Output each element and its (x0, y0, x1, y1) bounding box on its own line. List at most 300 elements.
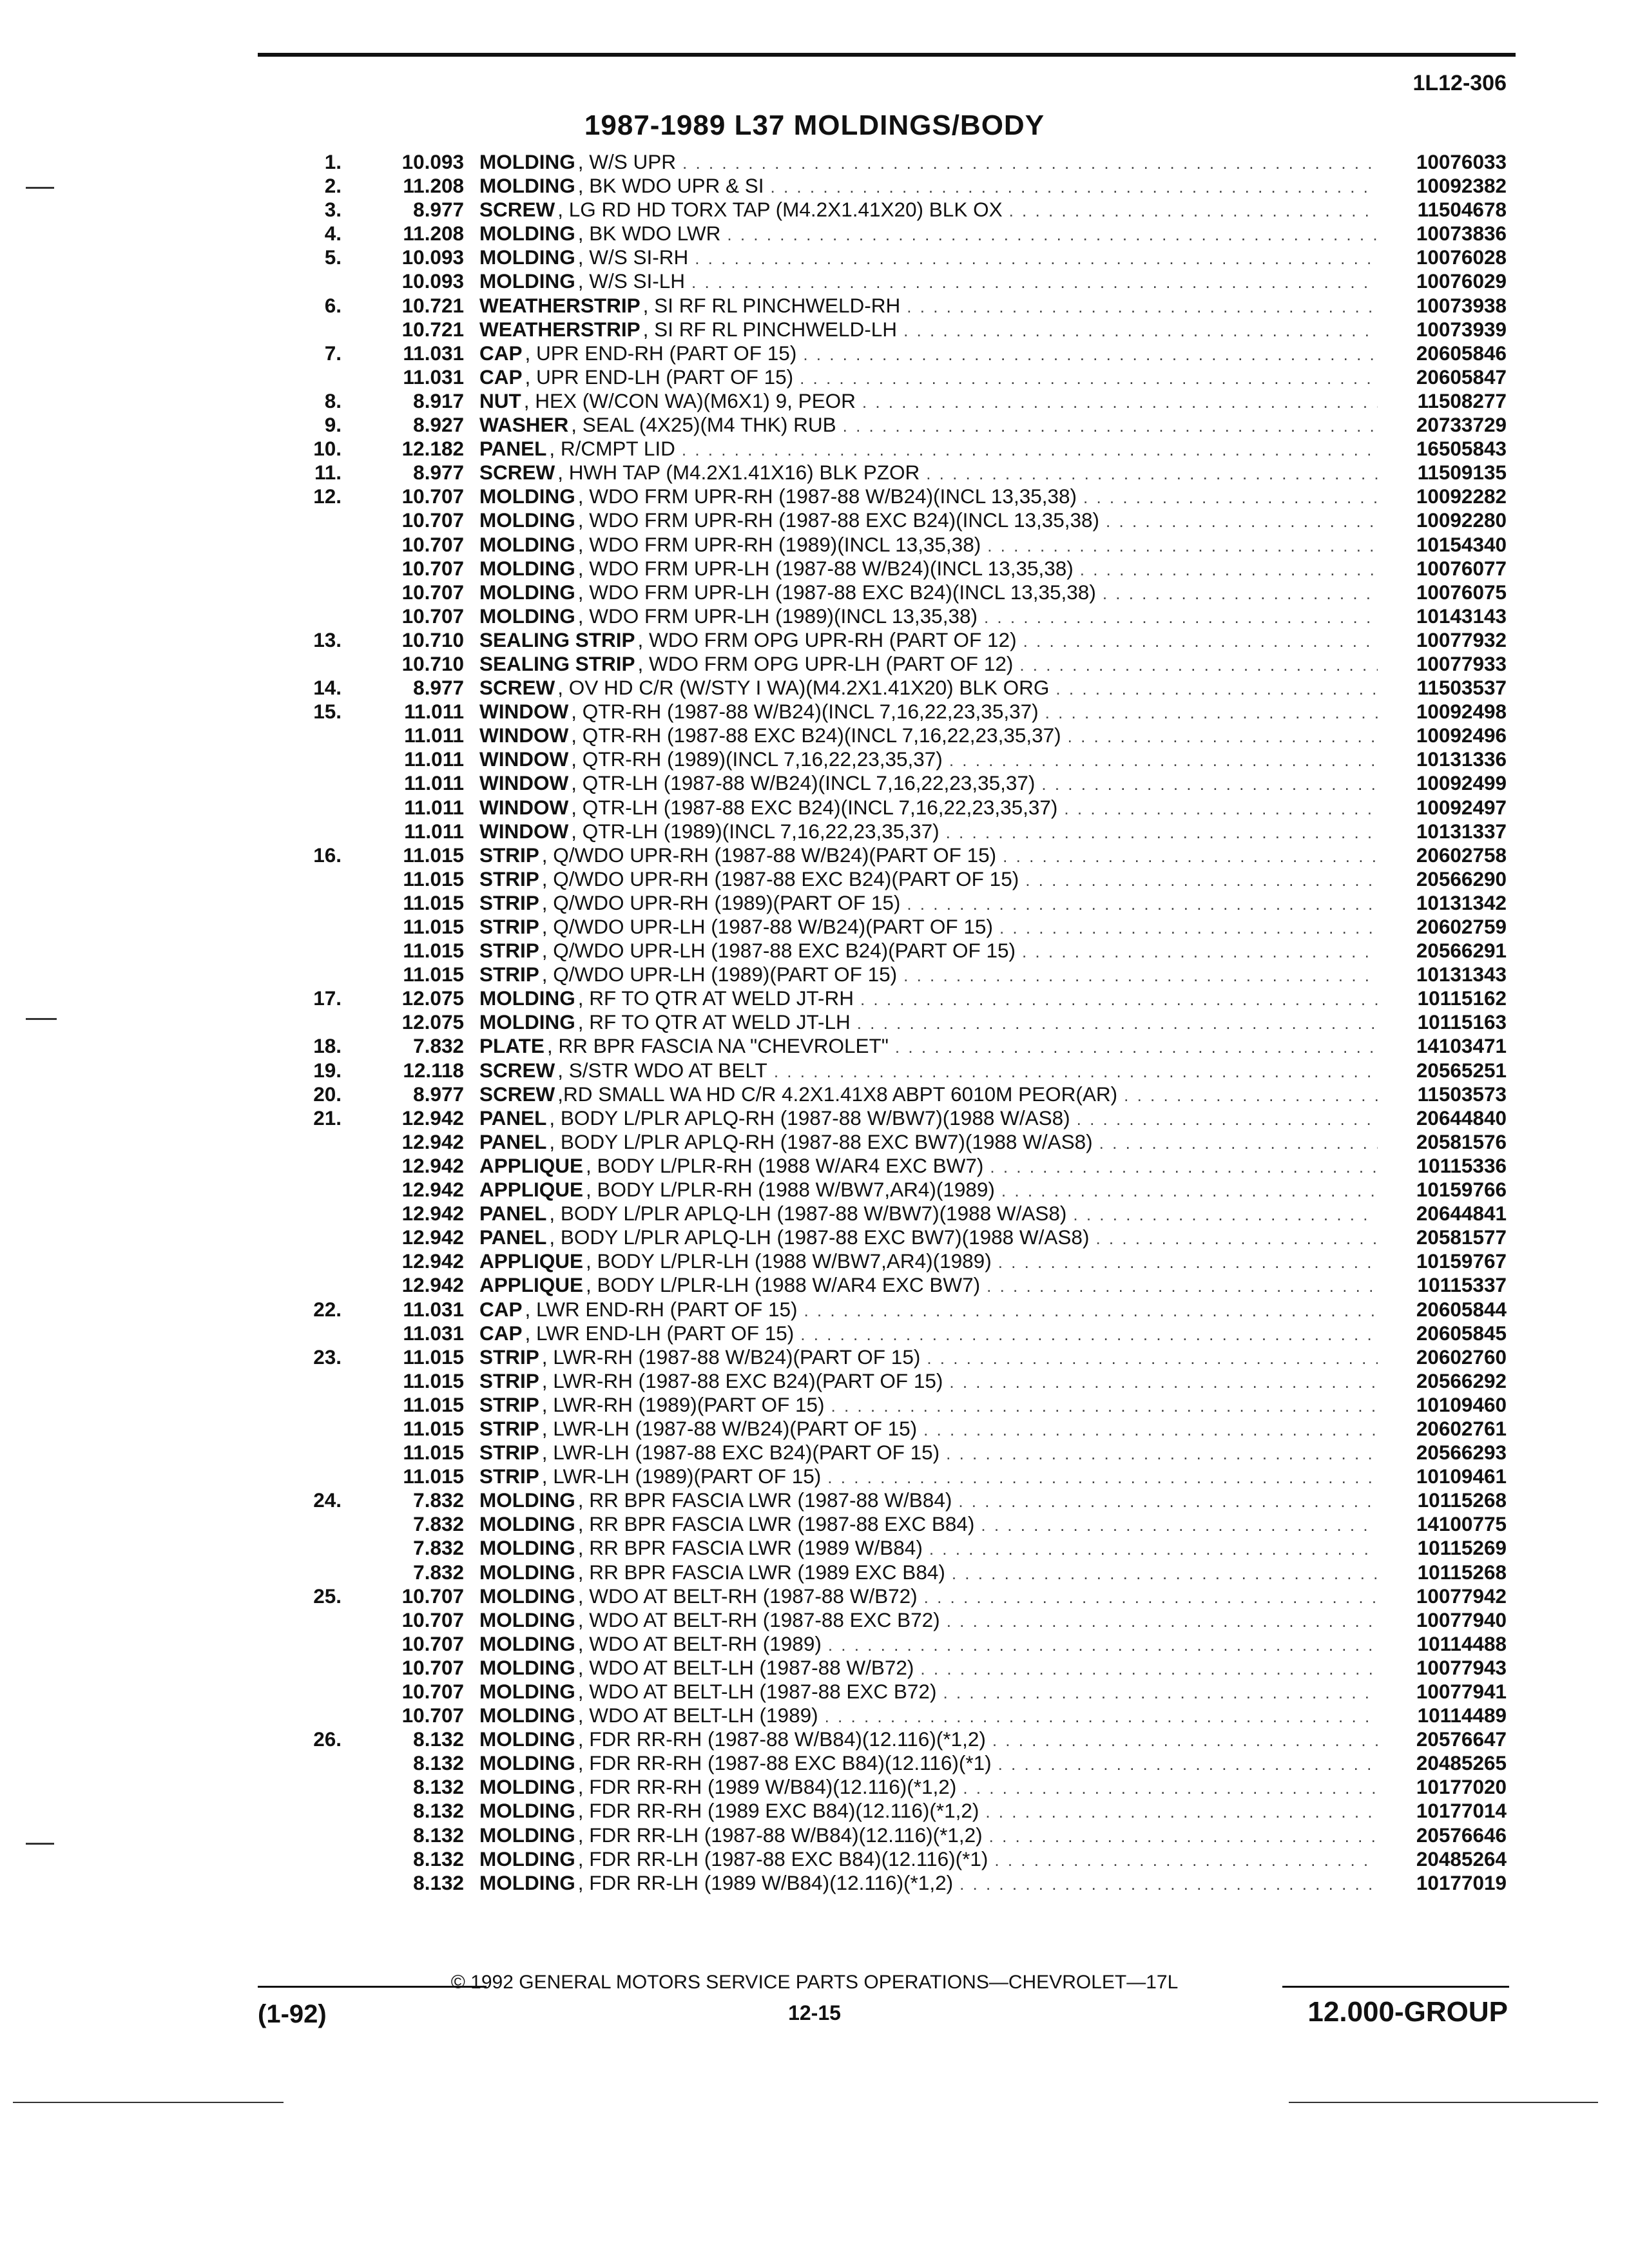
footer-copyright: © 1992 GENERAL MOTORS SERVICE PARTS OPERATIONS—CHEVROLET—17L (450, 1972, 1179, 1993)
group-number: 10.707 (401, 1608, 464, 1631)
part-name: MOLDING (479, 150, 575, 173)
item-number: 9. (324, 413, 342, 437)
group-number: 8.977 (413, 676, 464, 700)
item-number: 23. (313, 1345, 342, 1369)
part-name: PLATE (479, 1034, 545, 1058)
part-number: 10131342 (1416, 890, 1507, 914)
group-number: 12.942 (401, 1178, 464, 1202)
part-description: , BODY L/PLR APLQ-LH (1987-88 W/BW7)(1988 W/AS8) (549, 1202, 1067, 1225)
group-number: 11.011 (404, 747, 464, 771)
part-description: , HEX (W/CON WA)(M6X1) 9, PEOR (523, 389, 856, 412)
dot-leader (995, 1179, 1378, 1203)
part-name: MOLDING (479, 485, 575, 508)
item-number: 1. (324, 150, 342, 173)
part-description: , WDO FRM UPR-RH (1987-88 EXC B24)(INCL 13,35,38) (577, 508, 1100, 532)
group-number: 11.015 (403, 843, 464, 867)
part-description: , BODY L/PLR APLQ-LH (1987-88 EXC BW7)(1988 W/AS8) (549, 1225, 1090, 1249)
part-number: 20644841 (1416, 1202, 1507, 1225)
table-row (277, 437, 1507, 461)
footer-group: 12.000-GROUP (1307, 1996, 1508, 2028)
part-number: 14103471 (1416, 1034, 1507, 1058)
part-number: 10115337 (1417, 1273, 1507, 1297)
part-name: STRIP (479, 1369, 539, 1392)
part-name: STRIP (479, 1416, 539, 1440)
part-number: 20602758 (1416, 843, 1507, 867)
group-number: 11.031 (403, 1297, 464, 1321)
item-number: 13. (313, 628, 342, 651)
part-number: 10073938 (1416, 293, 1507, 317)
dot-leader (986, 1729, 1378, 1753)
table-row (277, 485, 1507, 508)
dot-leader (996, 845, 1378, 869)
group-number: 12.118 (403, 1058, 464, 1082)
footer-page-number: 12-15 (788, 2001, 841, 2024)
group-number: 11.015 (403, 1465, 464, 1488)
table-row (277, 1775, 1507, 1799)
dot-leader (980, 1274, 1378, 1298)
part-name: CAP (479, 341, 523, 365)
part-name: MOLDING (479, 1655, 575, 1679)
part-name: WINDOW (479, 819, 569, 843)
part-name: STRIP (479, 1345, 539, 1369)
part-name: MOLDING (479, 508, 575, 532)
part-name: STRIP (479, 843, 539, 867)
table-row (277, 1178, 1507, 1202)
part-name: WEATHERSTRIP (479, 317, 641, 341)
table-row (277, 1034, 1507, 1058)
part-description: , LWR-LH (1989)(PART OF 15) (541, 1465, 822, 1488)
dot-leader (992, 1753, 1378, 1776)
group-number: 8.977 (413, 1082, 464, 1106)
dot-leader (1074, 558, 1378, 582)
item-number: 15. (313, 700, 342, 724)
part-description: , UPR END-RH (PART OF 15) (525, 341, 797, 365)
part-name: MOLDING (479, 1799, 575, 1823)
group-number: 8.917 (413, 389, 464, 412)
margin-mark (26, 1018, 57, 1020)
part-name: SCREW (479, 198, 555, 222)
table-row (277, 843, 1507, 867)
dot-leader (900, 892, 1378, 916)
table-row (277, 700, 1507, 724)
group-number: 11.015 (403, 1345, 464, 1369)
part-number: 10092499 (1416, 771, 1507, 795)
table-row (277, 1225, 1507, 1249)
part-description: , S/STR WDO AT BELT (557, 1058, 767, 1082)
dot-leader (943, 1370, 1378, 1394)
part-number: 10092282 (1416, 485, 1507, 508)
part-name: SCREW (479, 1082, 555, 1106)
part-number: 10159767 (1416, 1249, 1507, 1273)
part-number: 10115336 (1417, 1153, 1507, 1177)
group-number: 8.132 (413, 1727, 464, 1751)
dot-leader (675, 438, 1378, 462)
table-row (277, 1249, 1507, 1273)
group-number: 12.075 (401, 986, 464, 1010)
table-row (277, 1393, 1507, 1417)
item-number: 21. (313, 1106, 342, 1129)
part-number: 20565251 (1416, 1058, 1507, 1082)
part-description: , WDO FRM UPR-RH (1987-88 W/B24)(INCL 13,35,38) (577, 485, 1077, 508)
part-name: CAP (479, 365, 523, 389)
part-description: , QTR-LH (1987-88 W/B24)(INCL 7,16,22,23,35,37) (571, 771, 1036, 795)
part-number: 10092496 (1416, 724, 1507, 747)
part-number: 10114489 (1417, 1704, 1507, 1727)
part-description: , LG RD HD TORX TAP (M4.2X1.41X20) BLK OX (557, 198, 1003, 222)
part-description: , FDR RR-LH (1987-88 W/B84)(12.116)(*1,2) (577, 1823, 983, 1847)
dot-leader (822, 1633, 1378, 1657)
table-row (277, 198, 1507, 222)
part-number: 10092280 (1416, 508, 1507, 532)
part-name: MOLDING (479, 1823, 575, 1847)
table-row (277, 1465, 1507, 1488)
part-number: 20576647 (1416, 1727, 1507, 1751)
group-number: 11.208 (403, 222, 464, 245)
part-description: , Q/WDO UPR-RH (1989)(PART OF 15) (541, 890, 901, 914)
group-number: 8.132 (413, 1823, 464, 1847)
table-row (277, 508, 1507, 532)
part-name: CAP (479, 1297, 523, 1321)
footer-date: (1-92) (258, 2000, 327, 2028)
group-number: 11.015 (403, 1369, 464, 1392)
item-number: 24. (313, 1488, 342, 1512)
dot-leader (983, 1825, 1378, 1849)
group-number: 10.721 (401, 293, 464, 317)
part-number: 20566290 (1416, 867, 1507, 890)
part-name: MOLDING (479, 1560, 575, 1584)
dot-leader (1016, 940, 1378, 964)
part-description: , LWR-RH (1987-88 W/B24)(PART OF 15) (541, 1345, 921, 1369)
dot-leader (767, 1060, 1378, 1084)
dot-leader (797, 1299, 1378, 1323)
item-number: 7. (324, 341, 342, 365)
part-number: 10115268 (1417, 1488, 1507, 1512)
group-number: 12.942 (401, 1249, 464, 1273)
part-number: 10177019 (1416, 1870, 1507, 1894)
table-row (277, 1751, 1507, 1775)
part-description: , SI RF RL PINCHWELD-LH (642, 317, 898, 341)
scan-artifact-line (13, 2102, 284, 2103)
part-description: , Q/WDO UPR-LH (1987-88 EXC B24)(PART OF 15) (541, 939, 1016, 963)
group-number: 11.015 (403, 1392, 464, 1416)
part-name: CAP (479, 1321, 523, 1345)
part-description: , LWR END-LH (PART OF 15) (525, 1321, 795, 1345)
part-description: , BODY L/PLR APLQ-RH (1987-88 W/BW7)(1988 W/AS8) (549, 1106, 1070, 1129)
part-number: 20485265 (1416, 1751, 1507, 1775)
dot-leader (953, 1872, 1378, 1896)
part-description: , WDO FRM UPR-LH (1987-88 EXC B24)(INCL 13,35,38) (577, 580, 1096, 604)
part-description: , FDR RR-LH (1989 W/B84)(12.116)(*1,2) (577, 1870, 954, 1894)
item-number: 12. (313, 485, 342, 508)
dot-leader (1013, 653, 1378, 677)
dot-leader (821, 1466, 1378, 1490)
part-number: 10077942 (1416, 1584, 1507, 1608)
page-title: 1987-1989 L37 MOLDINGS/BODY (584, 110, 1045, 141)
dot-leader (979, 1800, 1378, 1824)
dot-leader (720, 223, 1378, 247)
group-number: 11.011 (404, 700, 464, 724)
item-number: 4. (324, 222, 342, 245)
group-number: 11.015 (403, 867, 464, 890)
part-name: MOLDING (479, 174, 575, 198)
part-number: 10077932 (1416, 628, 1507, 651)
part-number: 11503573 (1417, 1082, 1507, 1106)
part-description: , LWR-RH (1987-88 EXC B24)(PART OF 15) (541, 1369, 943, 1392)
dot-leader (854, 988, 1378, 1012)
group-number: 11.011 (404, 795, 464, 819)
dot-leader (992, 1251, 1378, 1274)
part-description: , WDO FRM UPR-RH (1989)(INCL 13,35,38) (577, 532, 981, 556)
part-description: , FDR RR-RH (1987-88 EXC B84)(12.116)(*1) (577, 1751, 992, 1775)
part-name: STRIP (479, 1465, 539, 1488)
top-rule (258, 53, 1516, 57)
table-row (277, 1727, 1507, 1751)
part-description: , FDR RR-RH (1989 W/B84)(12.116)(*1,2) (577, 1775, 957, 1799)
group-number: 7.832 (413, 1512, 464, 1536)
part-name: WINDOW (479, 700, 569, 724)
part-name: MOLDING (479, 1010, 575, 1034)
part-name: PANEL (479, 437, 547, 461)
group-number: 11.015 (403, 1416, 464, 1440)
group-number: 11.208 (403, 174, 464, 198)
part-number: 10115268 (1417, 1560, 1507, 1584)
part-name: MOLDING (479, 1631, 575, 1655)
part-number: 20566291 (1416, 939, 1507, 963)
part-name: MOLDING (479, 222, 575, 245)
dot-leader (1039, 701, 1378, 725)
part-description: , WDO AT BELT-RH (1989) (577, 1631, 822, 1655)
part-name: NUT (479, 389, 521, 412)
group-number: 8.977 (413, 198, 464, 222)
part-description: , BODY L/PLR-LH (1988 W/AR4 EXC BW7) (586, 1273, 981, 1297)
dot-leader (676, 151, 1378, 175)
part-description: , RR BPR FASCIA LWR (1989 W/B84) (577, 1536, 923, 1560)
table-row (277, 939, 1507, 963)
part-description: , FDR RR-RH (1987-88 W/B84)(12.116)(*1,2) (577, 1727, 986, 1751)
table-row (277, 413, 1507, 437)
part-name: SCREW (479, 461, 555, 485)
table-row (277, 1130, 1507, 1154)
dot-leader (1003, 199, 1378, 223)
part-number: 20644840 (1416, 1106, 1507, 1129)
part-name: MOLDING (479, 532, 575, 556)
group-number: 10.707 (401, 1631, 464, 1655)
group-number: 10.707 (401, 604, 464, 628)
part-number: 20581576 (1416, 1129, 1507, 1153)
table-row (277, 796, 1507, 820)
part-number: 20602760 (1416, 1345, 1507, 1369)
table-row (277, 1512, 1507, 1536)
dot-leader (856, 390, 1378, 414)
part-number: 20581577 (1416, 1225, 1507, 1249)
dot-leader (993, 916, 1378, 940)
part-description: , BODY L/PLR-RH (1988 W/AR4 EXC BW7) (586, 1153, 984, 1177)
part-name: WASHER (479, 413, 569, 437)
part-number: 10177014 (1416, 1799, 1507, 1823)
part-name: MOLDING (479, 1870, 575, 1894)
part-number: 10092497 (1416, 795, 1507, 819)
group-number: 12.942 (401, 1106, 464, 1129)
group-number: 12.182 (401, 437, 464, 461)
part-name: MOLDING (479, 580, 575, 604)
dot-leader (952, 1490, 1378, 1514)
part-number: 11504678 (1417, 198, 1507, 222)
item-number: 20. (313, 1082, 342, 1106)
table-row (277, 1871, 1507, 1895)
part-name: STRIP (479, 1392, 539, 1416)
part-number: 20485264 (1416, 1847, 1507, 1870)
table-row (277, 1273, 1507, 1297)
table-row (277, 1799, 1507, 1823)
group-number: 10.093 (401, 269, 464, 293)
item-number: 18. (313, 1034, 342, 1058)
table-row (277, 1561, 1507, 1584)
group-number: 8.132 (413, 1847, 464, 1870)
item-number: 19. (313, 1058, 342, 1082)
table-row (277, 150, 1507, 174)
part-description: ,RD SMALL WA HD C/R 4.2X1.41X8 ABPT 6010M PEOR(AR) (557, 1082, 1118, 1106)
part-name: SEALING STRIP (479, 651, 635, 675)
part-name: MOLDING (479, 1608, 575, 1631)
table-row (277, 628, 1507, 652)
table-row (277, 1345, 1507, 1369)
table-row (277, 1488, 1507, 1512)
part-description: , WDO FRM UPR-LH (1989)(INCL 13,35,38) (577, 604, 978, 628)
part-description: , QTR-RH (1989)(INCL 7,16,22,23,35,37) (571, 747, 943, 771)
part-name: PANEL (479, 1106, 547, 1129)
table-row (277, 1584, 1507, 1608)
table-row (277, 1321, 1507, 1345)
part-name: STRIP (479, 1441, 539, 1465)
part-name: WINDOW (479, 747, 569, 771)
part-number: 10092498 (1416, 700, 1507, 724)
item-number: 22. (313, 1297, 342, 1321)
group-number: 10.707 (401, 1584, 464, 1608)
part-name: APPLIQUE (479, 1249, 584, 1273)
dot-leader (794, 1323, 1378, 1347)
table-row (277, 461, 1507, 485)
part-number: 10076075 (1416, 580, 1507, 604)
dot-leader (917, 1418, 1378, 1442)
dot-leader (685, 271, 1378, 294)
group-number: 11.015 (403, 1441, 464, 1465)
part-description: , RR BPR FASCIA NA "CHEVROLET" (546, 1034, 889, 1058)
part-name: MOLDING (479, 604, 575, 628)
part-description: , QTR-LH (1989)(INCL 7,16,22,23,35,37) (571, 819, 940, 843)
part-number: 10077933 (1416, 651, 1507, 675)
part-description: , SI RF RL PINCHWELD-RH (642, 293, 901, 317)
dot-leader (764, 175, 1378, 199)
dot-leader (914, 1657, 1378, 1681)
part-name: MOLDING (479, 1847, 575, 1870)
part-number: 10109461 (1416, 1465, 1507, 1488)
group-number: 10.707 (401, 485, 464, 508)
part-description: , R/CMPT LID (549, 437, 675, 461)
group-number: 7.832 (413, 1536, 464, 1560)
dot-leader (1117, 1084, 1378, 1108)
part-name: APPLIQUE (479, 1178, 584, 1202)
margin-mark (26, 1843, 54, 1845)
part-name: MOLDING (479, 986, 575, 1010)
item-number: 16. (313, 843, 342, 867)
table-row (277, 1823, 1507, 1847)
part-name: PANEL (479, 1202, 547, 1225)
part-name: MOLDING (479, 556, 575, 580)
dot-leader (688, 247, 1378, 271)
item-number: 17. (313, 986, 342, 1010)
group-number: 11.031 (403, 1321, 464, 1345)
group-number: 8.132 (413, 1870, 464, 1894)
part-number: 20605845 (1416, 1321, 1507, 1345)
part-name: PANEL (479, 1129, 547, 1153)
group-number: 8.132 (413, 1799, 464, 1823)
page-id: 1L12-306 (1412, 71, 1507, 95)
dot-leader (897, 964, 1378, 988)
table-row (277, 604, 1507, 628)
part-number: 16505843 (1416, 437, 1507, 461)
dot-leader (978, 606, 1378, 629)
part-number: 11509135 (1417, 461, 1507, 485)
part-number: 10154340 (1416, 532, 1507, 556)
item-number: 14. (313, 676, 342, 700)
table-row (277, 771, 1507, 795)
group-number: 10.707 (401, 532, 464, 556)
part-name: WINDOW (479, 771, 569, 795)
table-row (277, 1082, 1507, 1106)
part-description: , BK WDO UPR & SI (577, 174, 764, 198)
part-number: 20566292 (1416, 1369, 1507, 1392)
part-description: , W/S SI-LH (577, 269, 686, 293)
part-description: , SEAL (4X25)(M4 THK) RUB (571, 413, 836, 437)
dot-leader (940, 1610, 1378, 1633)
table-row (277, 820, 1507, 843)
part-number: 10131343 (1416, 963, 1507, 986)
dot-leader (945, 1562, 1378, 1586)
parts-list (277, 150, 1507, 1895)
part-name: MOLDING (479, 1536, 575, 1560)
table-row (277, 963, 1507, 986)
item-number: 25. (313, 1584, 342, 1608)
table-row (277, 341, 1507, 365)
table-row (277, 1417, 1507, 1441)
part-number: 10076077 (1416, 556, 1507, 580)
dot-leader (983, 1155, 1378, 1179)
table-row (277, 222, 1507, 245)
part-description: , WDO AT BELT-RH (1987-88 EXC B72) (577, 1608, 940, 1631)
group-number: 10.721 (401, 317, 464, 341)
table-row (277, 245, 1507, 269)
table-row (277, 1656, 1507, 1680)
part-description: , WDO AT BELT-LH (1987-88 EXC B72) (577, 1680, 937, 1703)
part-name: STRIP (479, 963, 539, 986)
part-number: 10115163 (1417, 1010, 1507, 1034)
table-row (277, 365, 1507, 389)
table-row (277, 891, 1507, 915)
dot-leader (1066, 1203, 1378, 1227)
part-name: STRIP (479, 867, 539, 890)
dot-leader (796, 343, 1378, 367)
dot-leader (1096, 582, 1378, 606)
group-number: 10.710 (401, 651, 464, 675)
table-row (277, 1847, 1507, 1871)
part-name: PANEL (479, 1225, 547, 1249)
part-description: , OV HD C/R (W/STY I WA)(M4.2X1.41X20) BLK ORG (557, 676, 1050, 700)
part-description: , BODY L/PLR-LH (1988 W/BW7,AR4)(1989) (586, 1249, 992, 1273)
part-number: 10077940 (1416, 1608, 1507, 1631)
dot-leader (1061, 725, 1378, 749)
table-row (277, 318, 1507, 341)
part-name: MOLDING (479, 1751, 575, 1775)
